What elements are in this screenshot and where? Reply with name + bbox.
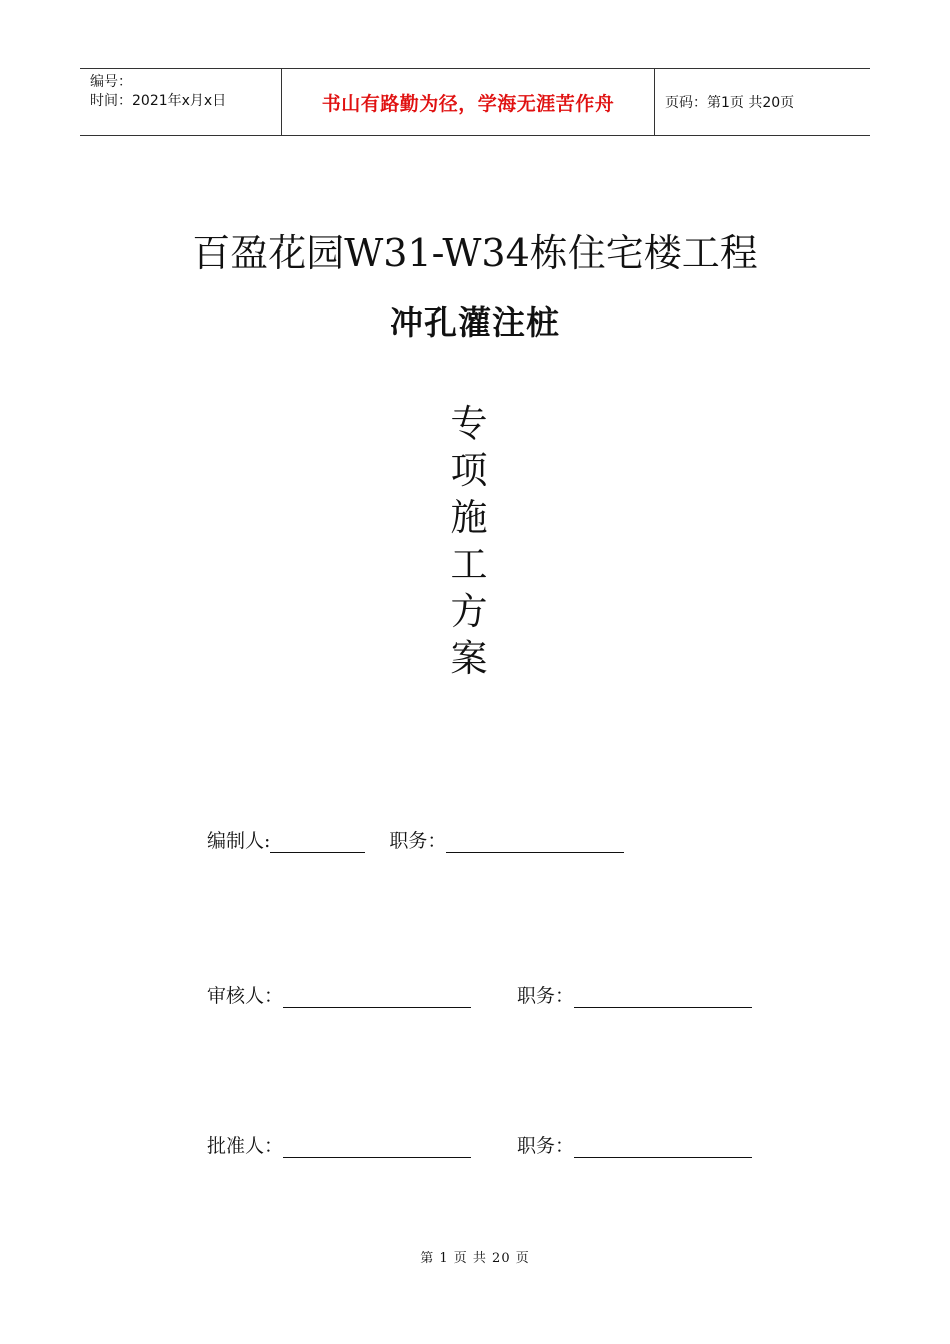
approver-post-label: 职务：	[517, 1135, 575, 1157]
vertical-char: 项	[450, 449, 488, 492]
page-footer: 第 1 页 共 20 页	[420, 1251, 530, 1266]
compiler-blank	[270, 832, 365, 853]
vertical-char: 施	[450, 496, 488, 539]
page-header	[80, 68, 870, 136]
compiler-label: 编制人:	[207, 830, 271, 852]
vertical-char: 案	[450, 637, 488, 680]
compiler-post-blank	[446, 832, 624, 853]
document-title: 百盈花园W31-W34栋住宅楼工程	[192, 231, 758, 275]
header-page-info: 页码：第1页 共20页	[665, 95, 795, 111]
reviewer-row	[207, 981, 752, 1008]
header-motto: 书山有路勤为径，学海无涯苦作舟	[282, 69, 655, 135]
approver-post-blank	[574, 1137, 752, 1158]
reviewer-post-label: 职务：	[517, 985, 575, 1007]
document-subtitle: 冲孔灌注桩	[390, 303, 560, 342]
approver-row	[207, 1131, 752, 1158]
doc-number: 编号：	[90, 74, 132, 90]
reviewer-blank	[283, 987, 471, 1008]
reviewer-post-blank	[574, 987, 752, 1008]
compiler-post-label: 职务：	[389, 830, 447, 852]
vertical-title	[445, 400, 493, 682]
header-meta	[80, 69, 282, 135]
reviewer-label: 审核人：	[207, 985, 284, 1007]
approver-label: 批准人：	[207, 1135, 284, 1157]
vertical-char: 方	[450, 590, 488, 633]
vertical-char: 专	[450, 402, 488, 445]
compiler-row	[207, 826, 624, 853]
doc-date: 时间：2021年x月x日	[90, 93, 227, 109]
vertical-char: 工	[450, 543, 488, 586]
approver-blank	[283, 1137, 471, 1158]
